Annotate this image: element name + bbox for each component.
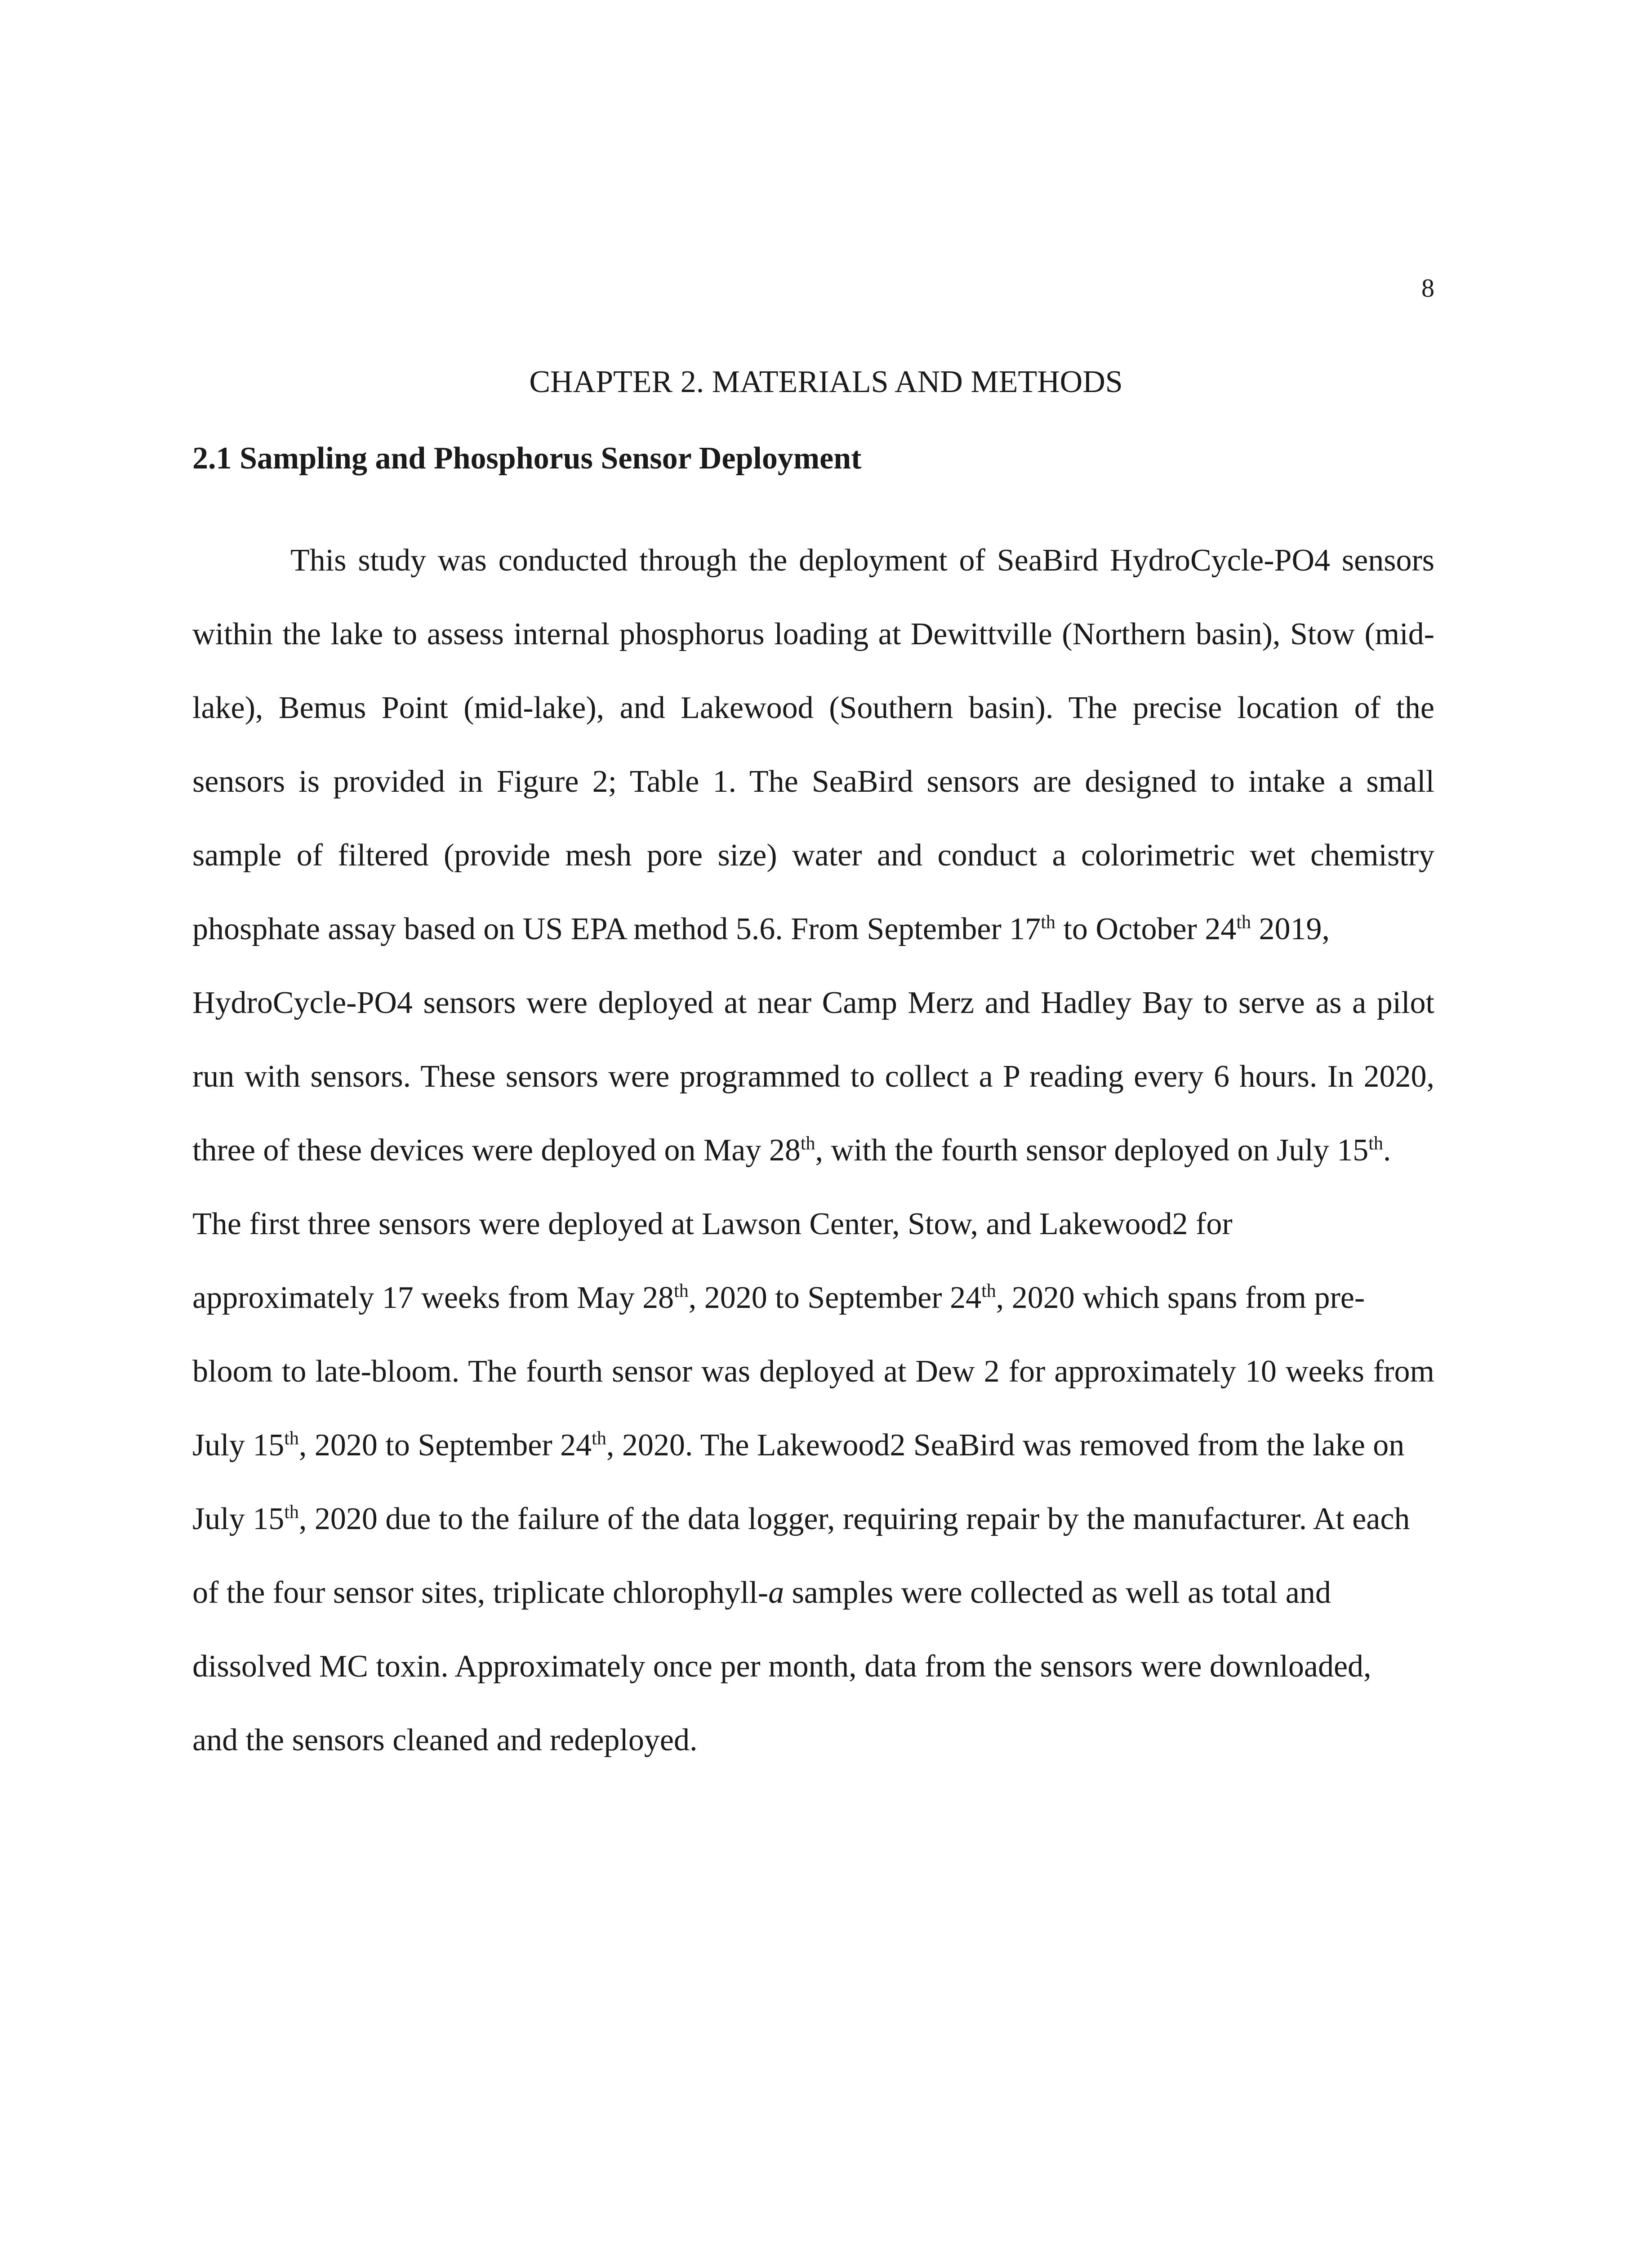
text-segment: phosphate assay based on US EPA method 5.6. From September 17	[192, 912, 1041, 946]
text-segment: , 2020 to September 24	[298, 1428, 592, 1463]
ordinal-suffix: th	[674, 1280, 689, 1302]
text-segment: of the four sensor sites, triplicate chlorophyll-	[192, 1575, 769, 1610]
body-line	[192, 1261, 1434, 1335]
body-line: sample of filtered (provide mesh pore size) water and conduct a colorimetric wet chemistry	[192, 838, 1434, 873]
body-line: This study was conducted through the deployment of SeaBird HydroCycle-PO4 sensors	[290, 543, 1434, 578]
body-line: sensors is provided in Figure 2; Table 1. The SeaBird sensors are designed to intake a small	[192, 764, 1434, 799]
text-segment: approximately 17 weeks from May 28	[192, 1280, 674, 1315]
body-line: The first three sensors were deployed at Lawson Center, Stow, and Lakewood2 for	[192, 1207, 1233, 1241]
body-line	[192, 1556, 1434, 1630]
body-line: run with sensors. These sensors were programmed to collect a P reading every 6 hours. In 2020,	[192, 1059, 1434, 1094]
text-segment: July 15	[192, 1428, 285, 1463]
body-paragraph	[192, 524, 1434, 1777]
page-number: 8	[1421, 273, 1434, 303]
body-line	[192, 1409, 1434, 1482]
italic-term: a	[768, 1575, 784, 1610]
text-segment: 2019,	[1251, 912, 1330, 946]
body-line	[192, 892, 1434, 966]
text-segment: , with the fourth sensor deployed on July 15	[815, 1133, 1369, 1168]
ordinal-suffix: th	[1236, 912, 1251, 933]
text-segment: July 15	[192, 1502, 285, 1536]
text-segment: three of these devices were deployed on May 28	[192, 1133, 801, 1168]
body-line	[192, 1482, 1434, 1556]
ordinal-suffix: th	[284, 1428, 299, 1449]
ordinal-suffix: th	[1368, 1133, 1383, 1154]
text-segment: to October 24	[1055, 912, 1237, 946]
body-line: and the sensors cleaned and redeployed.	[192, 1723, 698, 1757]
ordinal-suffix: th	[592, 1428, 606, 1449]
text-segment: , 2020. The Lakewood2 SeaBird was removed from the lake on	[606, 1428, 1405, 1463]
section-heading: 2.1 Sampling and Phosphorus Sensor Deployment	[192, 441, 862, 476]
body-line: bloom to late-bloom. The fourth sensor was deployed at Dew 2 for approximately 10 weeks from	[192, 1354, 1434, 1389]
body-line: dissolved MC toxin. Approximately once per month, data from the sensors were downloaded,	[192, 1649, 1371, 1684]
ordinal-suffix: th	[284, 1502, 299, 1523]
body-line: lake), Bemus Point (mid-lake), and Lakewood (Southern basin). The precise location of the	[192, 691, 1434, 725]
text-segment: , 2020 which spans from pre-	[996, 1280, 1365, 1315]
ordinal-suffix: th	[800, 1133, 815, 1154]
body-line: HydroCycle-PO4 sensors were deployed at near Camp Merz and Hadley Bay to serve as a pilot	[192, 986, 1434, 1020]
text-segment: , 2020 to September 24	[688, 1280, 982, 1315]
text-segment: .	[1383, 1133, 1391, 1168]
text-segment: , 2020 due to the failure of the data logger, requiring repair by the manufacturer. At each	[298, 1502, 1410, 1536]
ordinal-suffix: th	[1041, 912, 1055, 933]
ordinal-suffix: th	[981, 1280, 996, 1302]
text-segment: samples were collected as well as total and	[784, 1575, 1331, 1610]
body-line	[192, 1114, 1434, 1187]
body-line: within the lake to assess internal phosphorus loading at Dewittville (Northern basin), Stow (mid-	[192, 617, 1434, 651]
chapter-title: CHAPTER 2. MATERIALS AND METHODS	[529, 365, 1123, 399]
